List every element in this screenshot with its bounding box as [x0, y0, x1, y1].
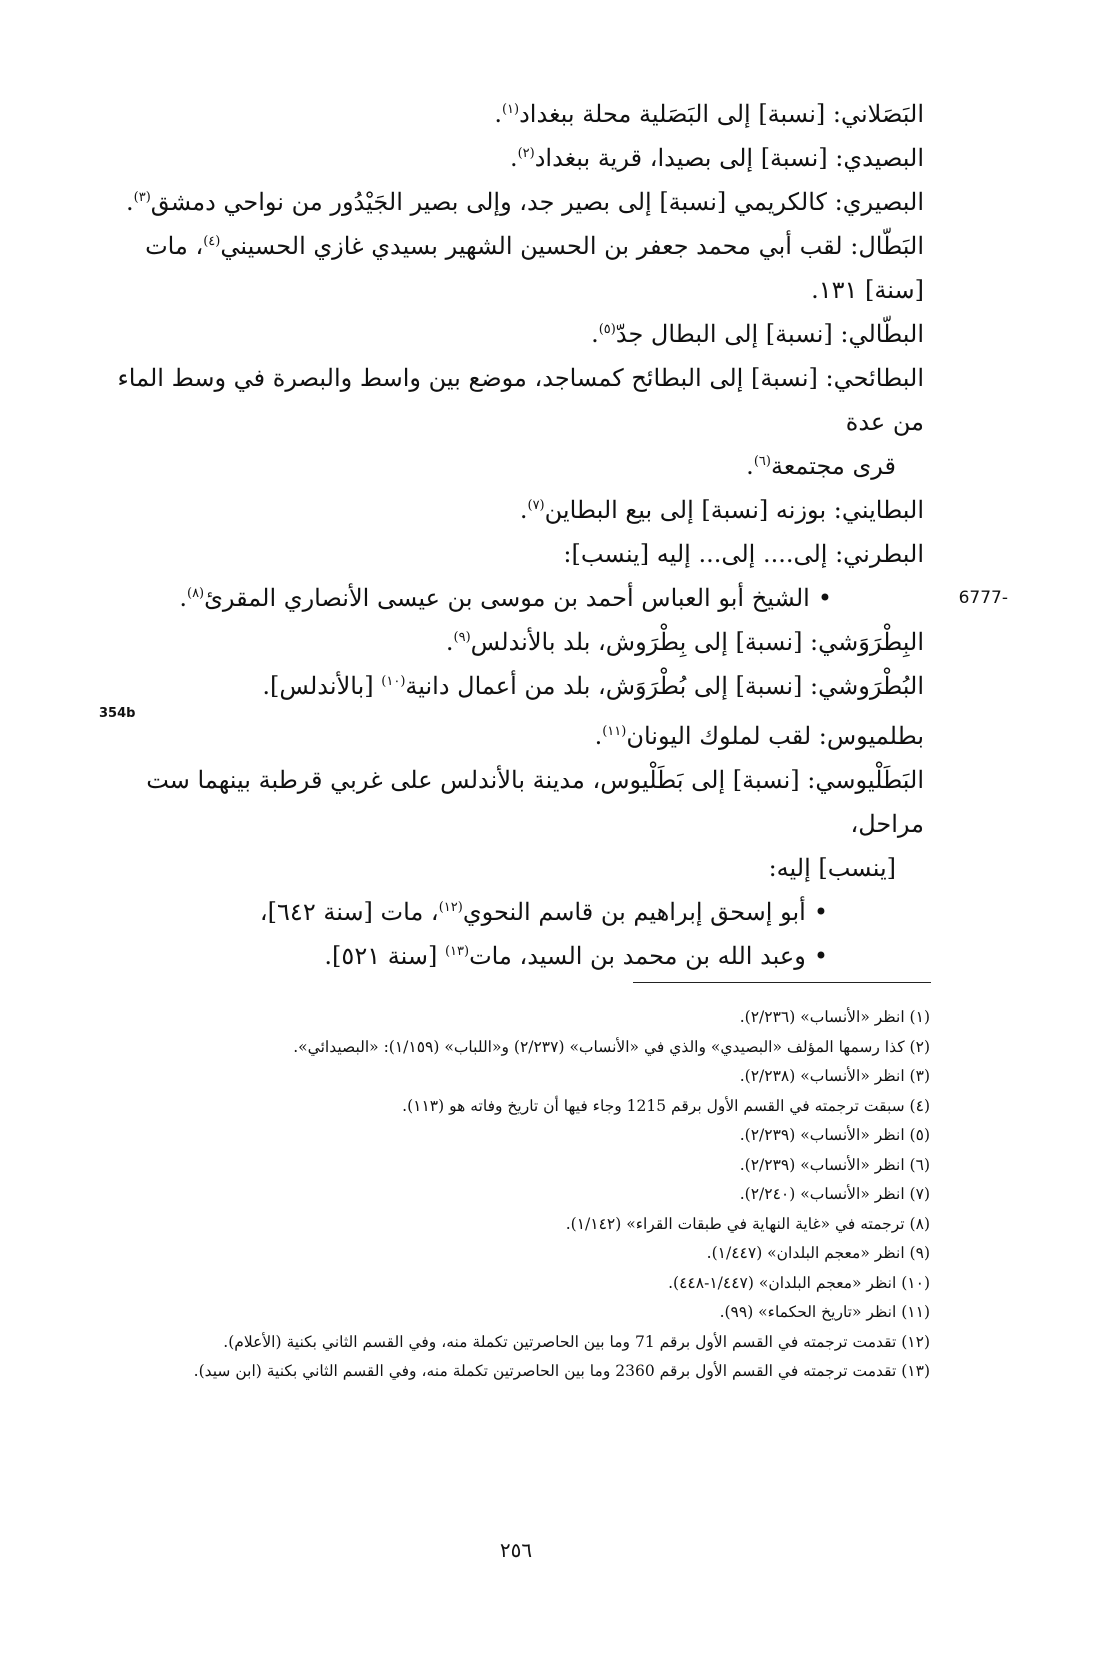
- entry-text: البصيري: كالكريمي [نسبة] إلى بصير جد، وإلى بصير الجَيْدُور من نواحي دمشق: [150, 188, 924, 216]
- footnote-ref: (١٠): [381, 674, 406, 689]
- entry-12: [104, 714, 924, 758]
- entry-text: البِطْرَوَشي: [نسبة] إلى بِطْرَوش، بلد بالأندلس: [470, 628, 924, 656]
- footnote-ref: (١١): [602, 724, 627, 739]
- entry-2: [104, 136, 924, 180]
- bullet-icon: •: [817, 584, 832, 612]
- entry-text: البَصَلاني: [نسبة] إلى البَصَلية محلة ببغداد: [519, 100, 924, 128]
- footnote-ref: (١٢): [438, 900, 463, 915]
- entry-end: .: [509, 144, 518, 172]
- entry-3: [104, 180, 924, 224]
- entry-cont-text: قرى مجتمعة: [770, 452, 896, 480]
- footnote-12: (١٢) تقدمت ترجمته في القسم الأول برقم 71 وما بين الحاصرتين تكملة منه، وفي القسم الثاني بكنية (الأعلام).: [223, 1332, 930, 1351]
- footnote-ref: (١٣): [444, 944, 470, 959]
- entry-4: [104, 224, 924, 312]
- entry-end: .: [746, 452, 754, 480]
- footnote-ref: (٣): [133, 190, 151, 205]
- entry-10: [104, 620, 924, 664]
- footnote-ref: (٩): [453, 630, 471, 645]
- entry-5: [104, 312, 924, 356]
- footnote-6: (٦) انظر «الأنساب» (٢/٢٣٩).: [739, 1155, 930, 1174]
- entry-text: البطّالي: [نسبة] إلى البطال جدّ: [615, 320, 924, 348]
- entry-text: البَطّال: لقب أبي محمد جعفر بن الحسين الشهير بسيدي غازي الحسيني: [220, 232, 924, 260]
- footnote-ref: (١): [501, 102, 520, 117]
- entry-9: [104, 576, 1008, 620]
- entry-end: .: [179, 584, 187, 612]
- entry-8: [104, 532, 924, 576]
- entry-end: .: [126, 188, 134, 216]
- footnote-13: (١٣) تقدمت ترجمته في القسم الأول برقم 2360 وما بين الحاصرتين تكملة منه، وفي القسم الثاني بكنية (ابن سيد).: [193, 1362, 930, 1380]
- entry-7: [104, 488, 924, 532]
- footnote-ref: (٦): [753, 454, 771, 469]
- entry-continuation: [104, 444, 924, 488]
- entry-text: البصيدي: [نسبة] إلى بصيدا، قرية ببغداد: [534, 144, 924, 172]
- main-text: [99, 92, 1008, 978]
- entry-11: [99, 664, 924, 721]
- entry-end: [سنة ٥٢١].: [324, 942, 445, 970]
- entry-13: [104, 758, 924, 890]
- entry-text: الشيخ أبو العباس أحمد بن موسى بن عيسى الأنصاري المقرئ: [204, 584, 810, 612]
- entry-1: [104, 92, 924, 136]
- footnote-ref: (٨): [186, 586, 205, 601]
- footnote-11: (١١) انظر «تاريخ الحكماء» (٩٩).: [719, 1303, 930, 1321]
- footnote-5: (٥) انظر «الأنساب» (٢/٢٣٩).: [739, 1126, 930, 1144]
- footnote-1: (١) انظر «الأنساب» (٢/٢٣٦).: [739, 1008, 930, 1026]
- entry-number: 6777-: [958, 588, 1008, 608]
- entry-end: .: [519, 496, 528, 524]
- footnote-ref: (٤): [203, 234, 221, 249]
- entry-6: [104, 356, 924, 488]
- bullet-icon: •: [813, 898, 828, 926]
- entry-15: [104, 934, 924, 978]
- footnote-4: (٤) سبقت ترجمته في القسم الأول برقم 1215 وجاء فيها أن تاريخ وفاته هو (١١٣).: [402, 1096, 930, 1115]
- entry-text: أبو إسحق إبراهيم بن قاسم النحوي: [462, 898, 806, 926]
- footnote-ref: (٥): [598, 322, 616, 337]
- footnote-10: (١٠) انظر «معجم البلدان» (١/٤٤٧-٤٤٨).: [668, 1273, 930, 1292]
- footnote-9: (٩) انظر «معجم البلدان» (١/٤٤٧).: [706, 1244, 930, 1262]
- entry-end: .: [445, 628, 454, 656]
- entry-text: وعبد الله بن محمد بن السيد، مات: [469, 942, 806, 970]
- entry-text: البَطَلْيوسي: [نسبة] إلى بَطَلْيوس، مدينة بالأندلس على غربي قرطبة بينهما ست مراحل،: [146, 766, 924, 838]
- entry-text: البطرني: إلى.... إلى... إليه [ينسب]:: [563, 540, 924, 568]
- entry-continuation: [ينسب] إليه:: [768, 854, 896, 882]
- footnotes: [150, 1003, 930, 1387]
- footnote-3: (٣) انظر «الأنساب» (٢/٢٣٨).: [739, 1067, 930, 1085]
- footnote-7: (٧) انظر «الأنساب» (٢/٢٤٠).: [739, 1185, 930, 1203]
- page-number: ٢٥٦: [499, 1538, 533, 1562]
- entry-end: .: [594, 722, 603, 750]
- entry-text: البطائحي: [نسبة] إلى البطائح كمساجد، موضع بين واسط والبصرة في وسط الماء من عدة: [117, 364, 924, 436]
- entry-text: البُطْرَوشي: [نسبة] إلى بُطْرَوَش، بلد من أعمال دانية: [405, 672, 924, 700]
- footnote-2: (٢) كذا رسمها المؤلف «البصيدي» والذي في «الأنساب» (٢/٢٣٧) و«اللباب» (١/١٥٩): «البصيدائي».: [293, 1037, 930, 1056]
- manuscript-folio-marker: 354b: [99, 706, 136, 721]
- footnote-8: (٨) ترجمته في «غاية النهاية في طبقات القراء» (١/١٤٢).: [565, 1214, 930, 1233]
- footnote-ref: (٢): [517, 146, 535, 161]
- entry-end: ، مات [سنة ٦٤٢]،: [259, 898, 439, 926]
- entry-14: [104, 890, 924, 934]
- bullet-icon: •: [813, 942, 828, 970]
- entry-end: .: [591, 320, 599, 348]
- footnote-ref: (٧): [527, 498, 545, 513]
- entry-text: البطايني: بوزنه [نسبة] إلى بيع البطاين: [544, 496, 924, 524]
- entry-text: بطلميوس: لقب لملوك اليونان: [626, 722, 924, 750]
- footnote-separator: [633, 982, 931, 983]
- entry-end: [بالأندلس].: [262, 672, 382, 700]
- entry-end: ، مات [سنة] ١٣١.: [145, 232, 924, 304]
- entry-end: .: [494, 100, 502, 128]
